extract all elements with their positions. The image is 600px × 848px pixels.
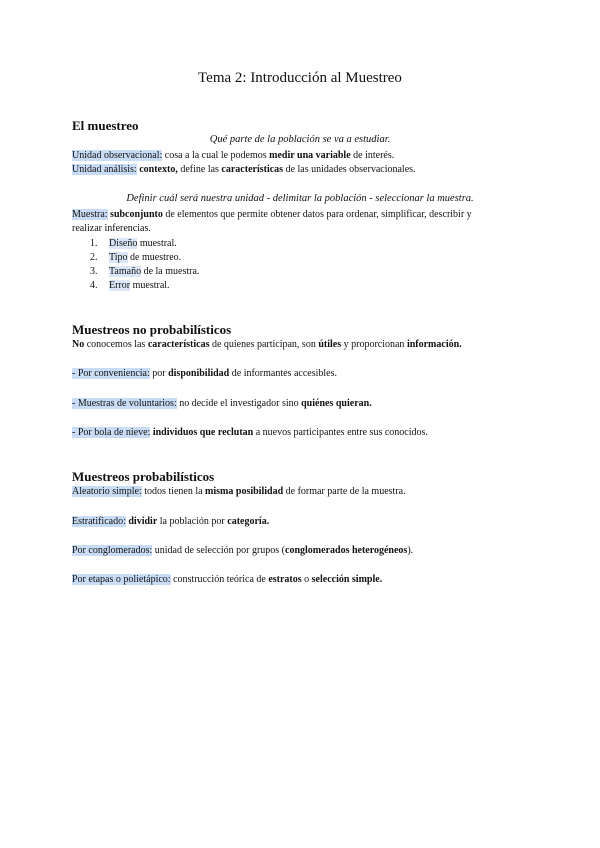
- italic-note-definir: Definir cuál será nuestra unidad - delimitar la población - seleccionar la muestra.: [126, 193, 474, 204]
- term-label: Por conglomerados:: [72, 545, 153, 556]
- list-item: 4. Error muestral.: [90, 280, 170, 291]
- section-heading-probabilisticos: Muestreos probabilísticos: [72, 469, 215, 484]
- term-label: - Muestras de voluntarios:: [72, 398, 177, 409]
- def-bola-de-nieve: - Por bola de nieve: individuos que reclutan a nuevos participantes entre sus conocidos.: [72, 427, 428, 438]
- term-label: Muestra:: [72, 209, 108, 220]
- term-label: Aleatorio simple:: [72, 486, 142, 497]
- def-estratificado: Estratificado: dividir la población por categoría.: [72, 516, 270, 527]
- def-muestra: Muestra: subconjunto de elementos que permite obtener datos para ordenar, simplificar, describir y: [72, 209, 472, 220]
- term-label: - Por bola de nieve:: [72, 427, 151, 438]
- def-muestra-cont: realizar inferencias.: [72, 223, 151, 234]
- term-label: - Por conveniencia:: [72, 368, 150, 379]
- term-label: Estratificado:: [72, 516, 126, 527]
- def-conveniencia: - Por conveniencia: por disponibilidad de informantes accesibles.: [72, 368, 337, 379]
- intro-no-probabilisticos: No conocemos las características de quienes participan, son útiles y proporcionan información.: [72, 339, 462, 350]
- italic-note-poblacion: Qué parte de la población se va a estudiar.: [209, 134, 391, 145]
- def-voluntarios: - Muestras de voluntarios: no decide el investigador sino quiénes quieran.: [72, 398, 372, 409]
- def-polietapico: Por etapas o polietápico: construcción teórica de estratos o selección simple.: [72, 574, 383, 585]
- term-label: Unidad observacional:: [72, 150, 163, 161]
- def-aleatorio-simple: Aleatorio simple: todos tienen la misma posibilidad de formar parte de la muestra.: [72, 486, 406, 497]
- page-title: Tema 2: Introducción al Muestreo: [198, 70, 402, 86]
- term-label: Unidad análisis:: [72, 164, 137, 175]
- list-item: 3. Tamaño de la muestra.: [90, 266, 200, 277]
- section-heading-muestreo: El muestreo: [72, 118, 139, 133]
- term-label: Por etapas o polietápico:: [72, 574, 171, 585]
- section-heading-no-probabilisticos: Muestreos no probabilísticos: [72, 322, 232, 337]
- list-item: 1. Diseño muestral.: [90, 238, 177, 249]
- def-unidad-observacional: Unidad observacional: cosa a la cual le podemos medir una variable de interés.: [72, 150, 395, 161]
- list-item: 2. Tipo de muestreo.: [90, 252, 182, 263]
- def-conglomerados: Por conglomerados: unidad de selección por grupos (conglomerados heterogéneos).: [72, 545, 414, 556]
- def-unidad-analisis: Unidad análisis: contexto, define las características de las unidades observacionales.: [72, 164, 416, 175]
